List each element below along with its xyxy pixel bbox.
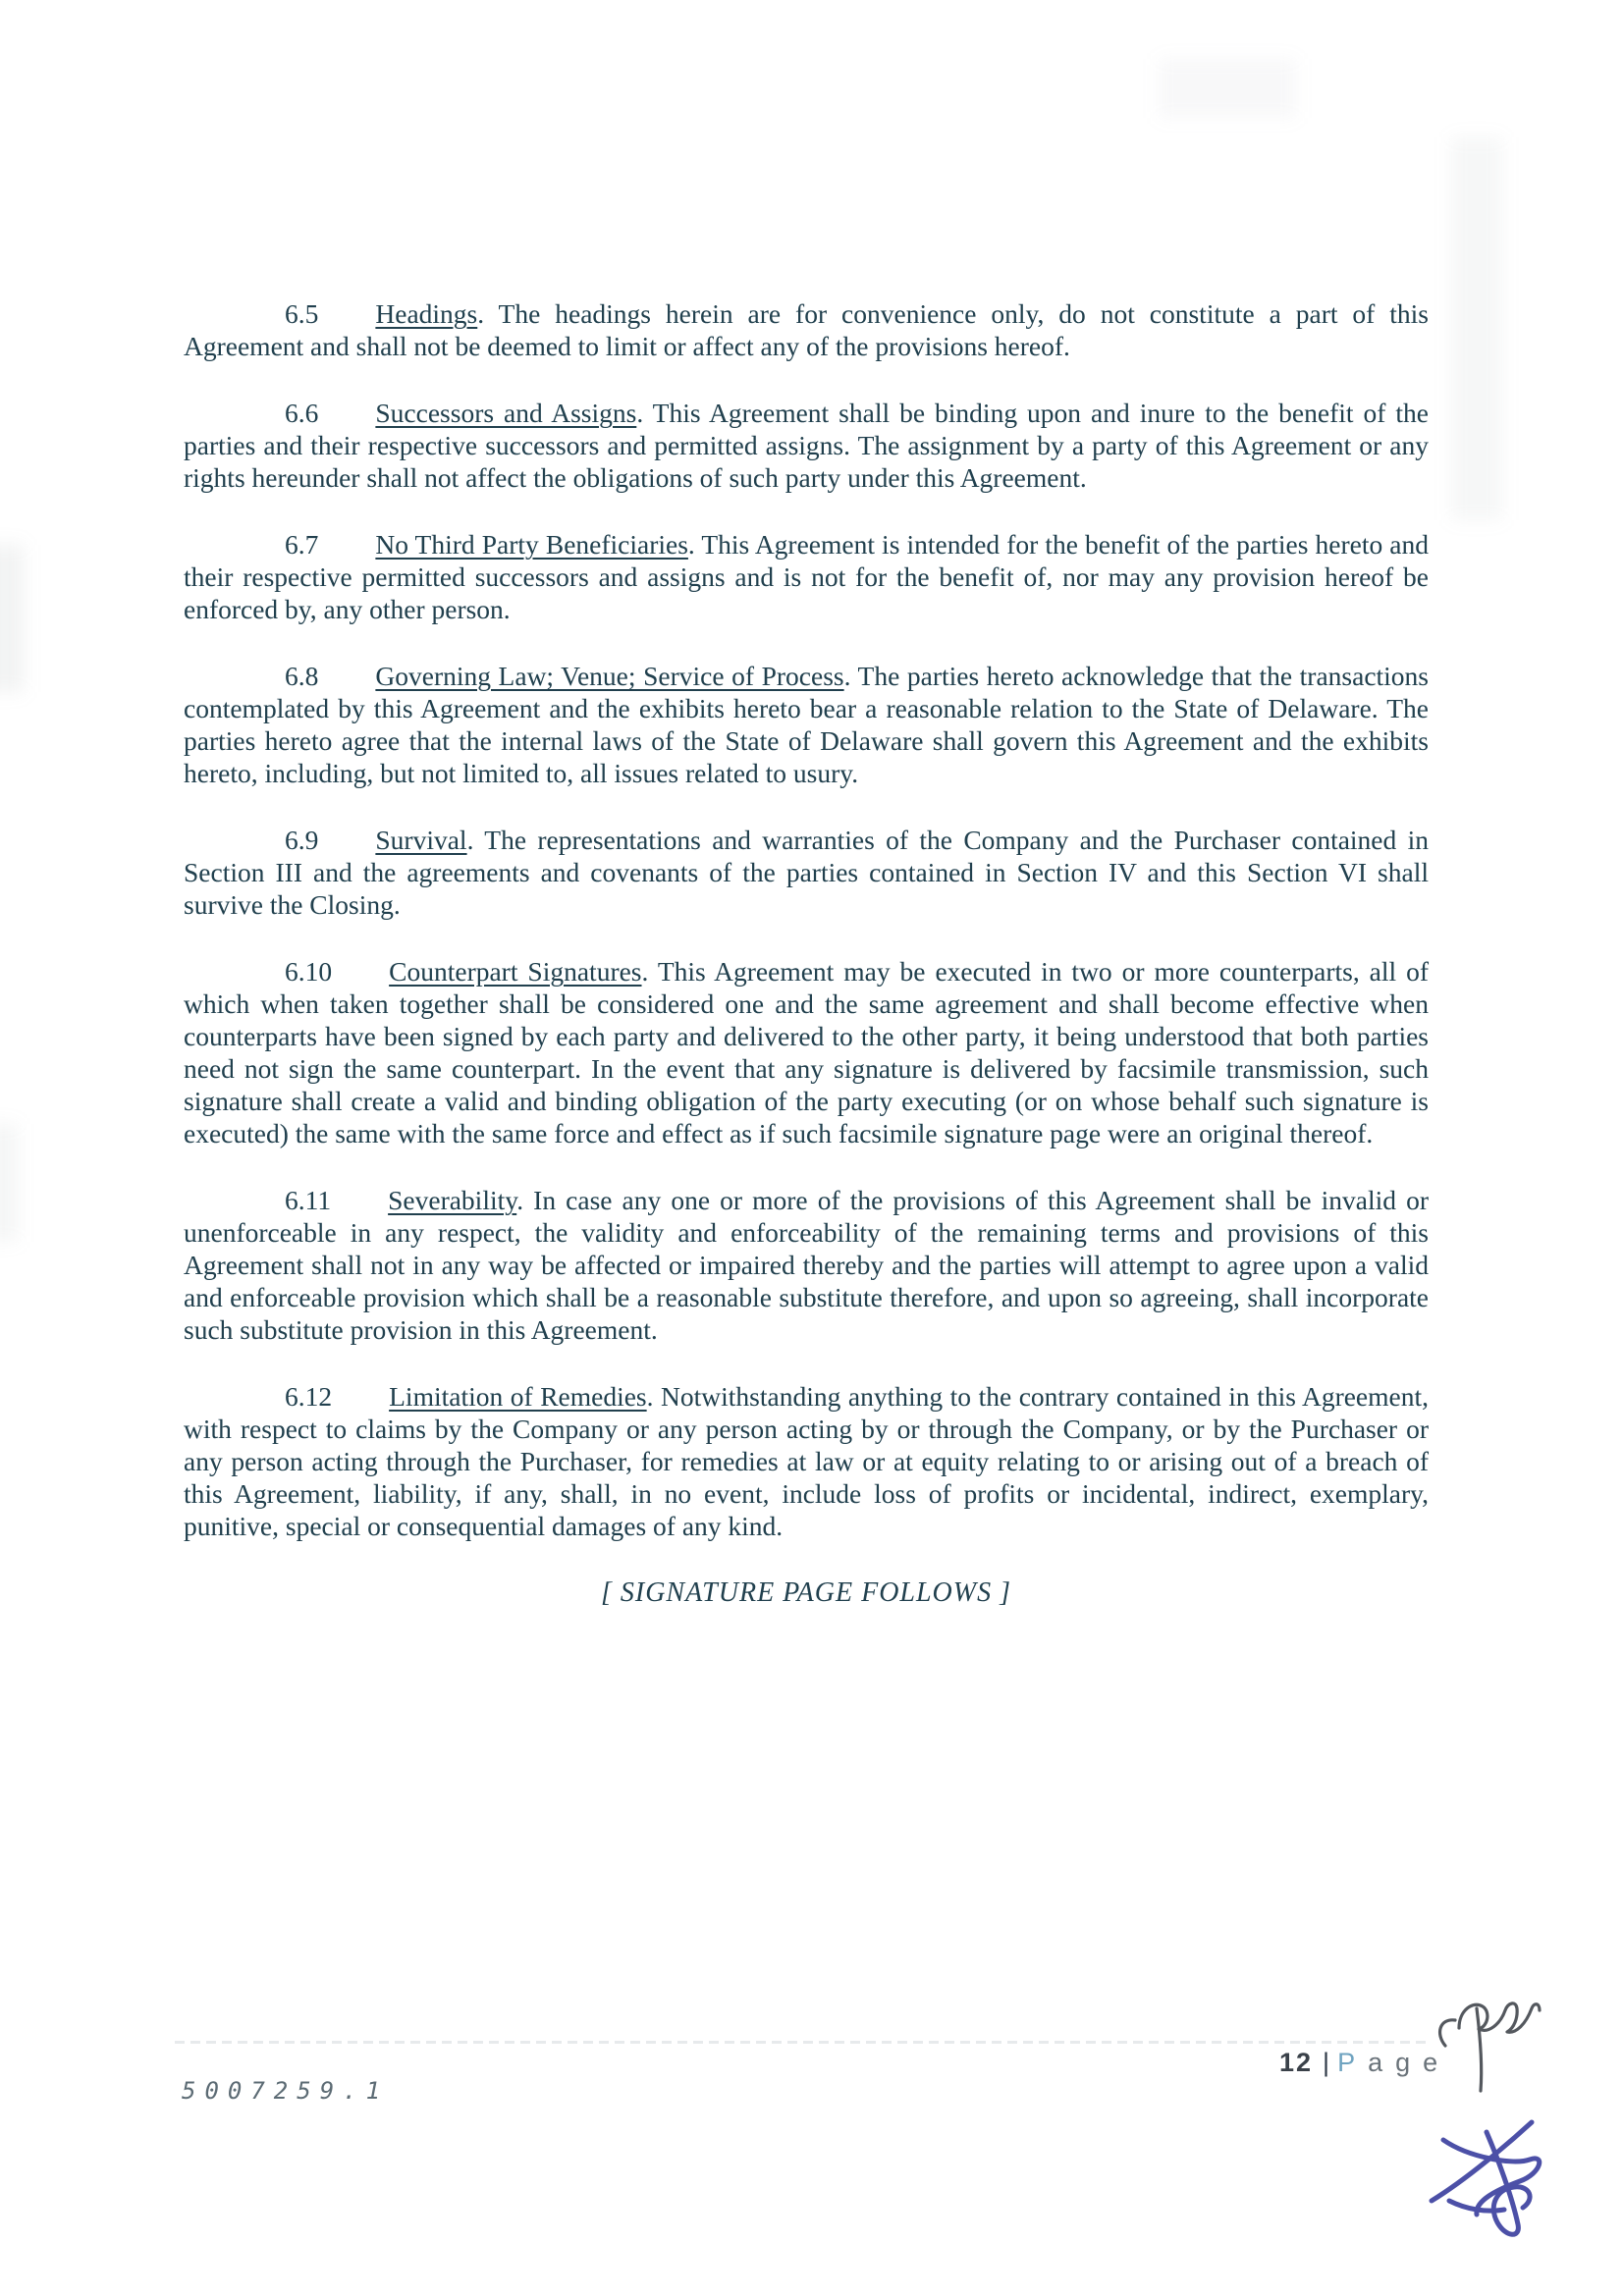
section-heading: Successors and Assigns: [375, 398, 637, 428]
section-number: 6.9: [285, 825, 319, 855]
section-text: . This Agreement shall be binding upon and inure to the benefit of the parties and their respective successors and permitted assigns. The assignment by a party of this Agreement or any rights hereunder shall not affect the obligations of such party under this Agreement.: [184, 398, 1429, 493]
section-paragraph: [184, 955, 1429, 1149]
section-text: . This Agreement may be executed in two or more counterparts, all of which when taken together shall be considered one and the same agreement and shall become effective when counterparts have been signed by each party and delivered to the other party, it being understood that both parties need not sign the same counterpart. In the event that any signature is delivered by facsimile transmission, such signature shall create a valid and binding obligation of the party executing (or on whose behalf such signature is executed) the same with the same force and effect as if such facsimile signature page were an original thereof.: [184, 956, 1429, 1148]
section-heading: Counterpart Signatures: [389, 956, 642, 987]
agreement-body: [184, 297, 1429, 1609]
footer-dashed-separator-line: [175, 2041, 1429, 2044]
handwritten-signature-mark: [1420, 2107, 1553, 2244]
section-paragraph: [184, 824, 1429, 921]
section-paragraph: [184, 528, 1429, 625]
section-text: . The parties hereto acknowledge that the transactions contemplated by this Agreement and the exhibits hereto bear a reasonable relation to the State of Delaware. The parties hereto agree that the internal laws of the State of Delaware shall govern this Agreement and the exhibits hereto, including, but not limited to, all issues related to usury.: [184, 661, 1430, 788]
footer-separator: |: [1323, 2048, 1330, 2077]
section-number: 6.7: [285, 529, 319, 560]
section-text: . This Agreement is intended for the benefit of the parties hereto and their respective permitted successors and assigns and is not for the benefit of, nor may any provision hereof be enforced by, any other person.: [184, 529, 1429, 624]
section-number: 6.11: [285, 1185, 332, 1215]
section-number: 6.8: [285, 661, 319, 691]
scan-smudge: [0, 545, 24, 692]
section-paragraph: [184, 397, 1429, 494]
section-heading: Severability: [388, 1185, 517, 1215]
scan-smudge: [1451, 137, 1502, 520]
page-word: Page: [1337, 2048, 1451, 2077]
section-heading: Survival: [375, 825, 467, 855]
signature-page-follows-note: [ SIGNATURE PAGE FOLLOWS ]: [600, 1577, 1011, 1608]
handwritten-initials-mark: [1432, 1993, 1547, 2101]
section-text: . The representations and warranties of the Company and the Purchaser contained in Section III and the agreements and covenants of the parties contained in Section IV and this Section VI shall survive the Closing.: [184, 825, 1429, 920]
section-number: 6.12: [285, 1381, 333, 1412]
section-heading: Headings: [375, 298, 478, 329]
section-text: . In case any one or more of the provisions of this Agreement shall be invalid or unenforceable in any respect, the validity and enforceability of the remaining terms and provisions of this Agreement shall not in any way be affected or impaired thereby and the parties will attempt to agree upon a valid and enforceable provision which shall be a reasonable substitute therefore, and upon so agreeing, shall incorporate such substitute provision in this Agreement.: [184, 1185, 1429, 1345]
scan-smudge: [0, 1124, 18, 1242]
section-paragraph: [184, 1184, 1429, 1346]
ink-stroke: [1459, 2003, 1540, 2032]
section-number: 6.6: [285, 398, 319, 428]
doc-id-number: 5007259.1: [182, 2077, 390, 2105]
section-paragraph: [184, 660, 1429, 789]
section-heading: Limitation of Remedies: [389, 1381, 647, 1412]
section-number: 6.10: [285, 956, 333, 987]
scan-smudge: [1159, 59, 1296, 118]
ink-stroke: [1487, 2132, 1530, 2234]
ink-stroke: [1440, 2020, 1455, 2046]
section-heading: No Third Party Beneficiaries: [375, 529, 688, 560]
section-paragraph: [184, 297, 1429, 362]
section-text: . Notwithstanding anything to the contrary contained in this Agreement, with respect to claims by the Company or any person acting by or through the Company, or by the Purchaser or any person acting through the Purchaser, for remedies at law or at equity relating to or arising out of a breach of this Agreement, liability, if any, shall, in no event, include loss of profits or incidental, indirect, exemplary, punitive, special or consequential damages of any kind.: [184, 1381, 1429, 1541]
section-number: 6.5: [285, 298, 319, 329]
section-paragraph: [184, 1380, 1429, 1542]
section-heading: Governing Law; Venue; Service of Process: [375, 661, 844, 691]
ink-stroke: [1477, 2008, 1482, 2091]
page-footer: [1279, 2048, 1450, 2078]
section-text: . The headings herein are for convenience only, do not constitute a part of this Agreement and shall not be deemed to limit or affect any of the provisions hereof.: [184, 298, 1429, 361]
page-number: 12: [1279, 2048, 1314, 2077]
